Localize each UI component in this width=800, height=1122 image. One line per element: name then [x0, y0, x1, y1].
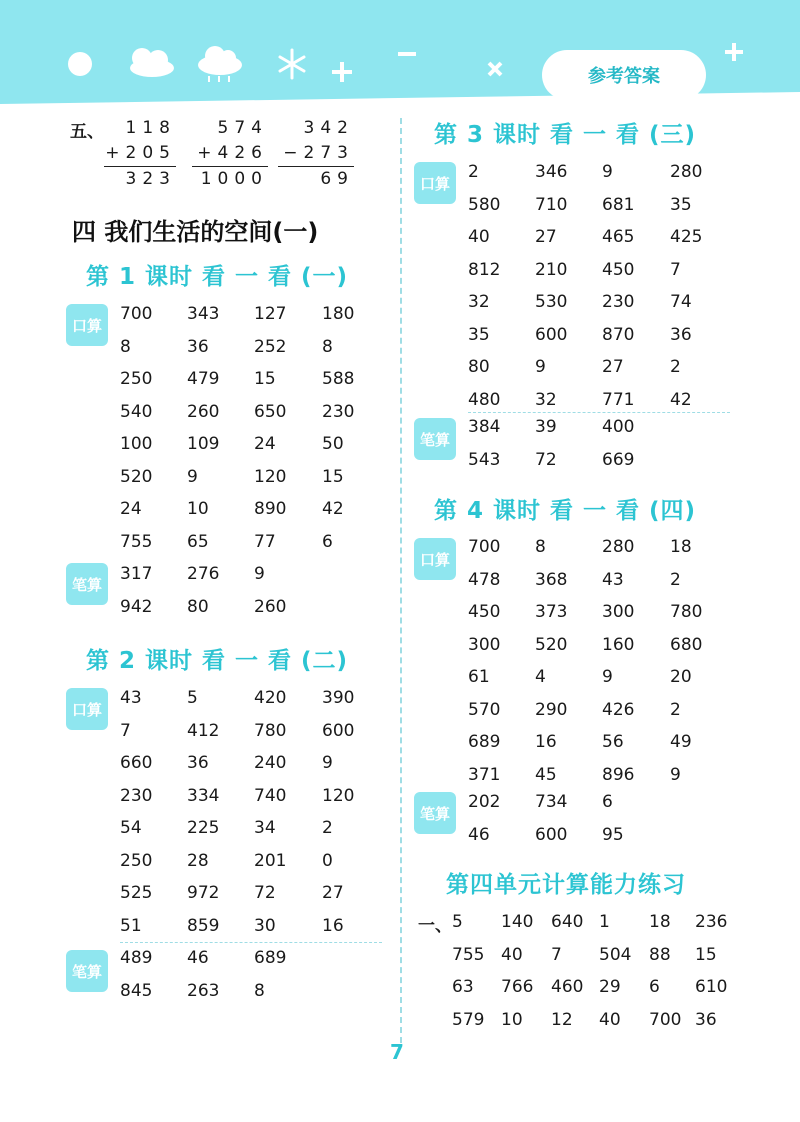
answer-cell: 680	[670, 634, 703, 655]
answer-cell: 700	[649, 1009, 682, 1030]
answer-cell: 230	[322, 401, 355, 422]
answer-cell: 346	[535, 162, 568, 182]
answer-cell	[322, 591, 382, 624]
answer-grid	[452, 906, 735, 1036]
answer-cell: 588	[322, 369, 355, 389]
answer-cell: 45	[535, 764, 557, 785]
written-calc-badge: 笔算	[414, 792, 456, 834]
vertical-problem: 342 −273 69	[278, 116, 354, 192]
answer-cell: 230	[120, 785, 153, 806]
answer-cell: 600	[535, 324, 568, 345]
answer-cell: 40	[599, 1009, 621, 1030]
answer-cell: 579	[452, 1009, 485, 1030]
answer-cell: 2	[670, 569, 681, 590]
answer-cell: 478	[468, 569, 501, 590]
answer-cell: 766	[501, 977, 534, 997]
answer-cell: 689	[254, 948, 287, 968]
answer-cell: 80	[187, 596, 209, 617]
answer-cell: 2	[322, 818, 333, 838]
answer-cell: 384	[468, 417, 501, 437]
answer-cell: 225	[187, 818, 220, 838]
answer-cell: 236	[695, 912, 728, 932]
answer-cell: 525	[120, 883, 153, 903]
answer-cell: 15	[695, 944, 717, 965]
answer-cell: 46	[468, 824, 490, 845]
answer-cell: 252	[254, 336, 287, 357]
answer-cell	[322, 942, 382, 975]
written-calc-badge: 笔算	[66, 563, 108, 605]
answer-cell: 27	[535, 227, 557, 247]
answer-cell: 35	[670, 194, 692, 215]
answer-cell: 450	[468, 602, 501, 622]
answer-cell: 56	[602, 732, 624, 752]
answer-cell: 896	[602, 764, 635, 785]
answer-cell: 317	[120, 564, 153, 584]
answer-cell: 400	[602, 417, 635, 437]
answer-cell: 35	[468, 324, 490, 345]
unit-title: 四 我们生活的空间(一)	[72, 218, 319, 246]
answer-cell: 660	[120, 753, 153, 773]
answer-cell: 465	[602, 227, 635, 247]
answer-cell: 51	[120, 915, 142, 936]
answer-cell: 390	[322, 688, 355, 708]
answer-cell: 420	[254, 688, 287, 708]
answer-cell: 780	[670, 602, 703, 622]
answer-cell: 710	[535, 194, 568, 215]
answer-cell: 300	[602, 602, 635, 622]
oral-calc-badge: 口算	[66, 304, 108, 346]
answer-cell: 201	[254, 850, 287, 871]
answer-grid	[120, 682, 382, 942]
answer-cell: 942	[120, 596, 153, 617]
answer-cell: 202	[468, 792, 501, 812]
answer-cell: 18	[649, 912, 671, 932]
answer-cell: 74	[670, 292, 692, 312]
answer-cell: 540	[120, 401, 153, 422]
answer-cell: 334	[187, 785, 220, 806]
answer-cell: 230	[602, 292, 635, 312]
answer-cell: 61	[468, 667, 490, 687]
answer-cell: 520	[535, 634, 568, 655]
answer-cell: 39	[535, 417, 557, 437]
answer-cell: 36	[695, 1009, 717, 1030]
answer-cell: 180	[322, 304, 355, 324]
answer-cell: 7	[120, 720, 131, 741]
answer-cell: 40	[501, 944, 523, 965]
answer-cell: 845	[120, 980, 153, 1001]
answer-grid	[468, 411, 730, 476]
answer-cell	[670, 444, 730, 477]
answer-cell: 280	[602, 537, 635, 557]
answer-cell: 250	[120, 850, 153, 871]
answer-cell: 600	[322, 720, 355, 741]
answer-cell: 28	[187, 850, 209, 871]
answer-cell: 4	[535, 667, 546, 687]
answer-cell: 18	[670, 537, 692, 557]
answer-cell: 49	[670, 732, 692, 752]
answer-cell: 280	[670, 162, 703, 182]
answer-cell: 2	[670, 699, 681, 720]
answer-cell: 50	[322, 434, 344, 454]
answer-cell: 42	[322, 499, 344, 519]
answer-cell: 755	[452, 944, 485, 965]
answer-cell	[670, 411, 730, 444]
answer-cell: 27	[322, 883, 344, 903]
answer-cell: 210	[535, 259, 568, 280]
answer-cell: 8	[254, 980, 265, 1001]
answer-grid	[468, 531, 730, 791]
answer-cell: 870	[602, 324, 635, 345]
answer-cell: 2	[468, 162, 479, 182]
answer-cell: 32	[468, 292, 490, 312]
answer-cell: 689	[468, 732, 501, 752]
answer-cell: 368	[535, 569, 568, 590]
answer-cell: 24	[254, 434, 276, 454]
answer-cell: 650	[254, 401, 287, 422]
answer-grid	[120, 942, 382, 1007]
answer-cell: 1	[599, 912, 610, 932]
practice-title: 第四单元计算能力练习	[446, 872, 686, 898]
answer-cell: 46	[187, 948, 209, 968]
column-divider	[400, 118, 402, 1043]
answer-cell: 755	[120, 531, 153, 552]
answer-cell: 530	[535, 292, 568, 312]
answer-cell: 43	[120, 688, 142, 708]
sun-icon	[68, 52, 92, 76]
answer-cell: 425	[670, 227, 703, 247]
answer-cell: 9	[670, 764, 681, 785]
answer-cell: 16	[322, 915, 344, 936]
answer-cell: 371	[468, 764, 501, 785]
section-label: 一、	[418, 916, 452, 936]
section-label: 五、	[70, 122, 104, 142]
answer-cell: 300	[468, 634, 501, 655]
answer-cell: 88	[649, 944, 671, 965]
oral-calc-badge: 口算	[414, 538, 456, 580]
answer-cell: 63	[452, 977, 474, 997]
answer-cell: 890	[254, 499, 287, 519]
answer-cell	[322, 558, 382, 591]
answer-cell: 276	[187, 564, 220, 584]
answer-cell: 0	[322, 850, 333, 871]
answer-cell: 489	[120, 948, 153, 968]
answer-cell: 734	[535, 792, 568, 812]
answer-cell: 36	[187, 336, 209, 357]
answer-cell: 2	[670, 357, 681, 377]
answer-cell: 72	[535, 449, 557, 470]
answer-cell: 29	[599, 977, 621, 997]
answer-cell: 600	[535, 824, 568, 845]
written-calc-badge: 笔算	[414, 418, 456, 460]
answer-cell: 5	[452, 912, 463, 932]
answer-cell: 580	[468, 194, 501, 215]
answer-cell: 27	[602, 357, 624, 377]
answer-cell: 479	[187, 369, 220, 389]
answer-cell: 520	[120, 466, 153, 487]
page-number: 7	[390, 1040, 404, 1064]
answer-cell: 10	[187, 499, 209, 519]
answer-cell: 610	[695, 977, 728, 997]
answer-cell	[670, 819, 730, 852]
answer-cell: 9	[535, 357, 546, 377]
answer-cell: 109	[187, 434, 220, 454]
answer-cell: 10	[501, 1009, 523, 1030]
answer-cell: 450	[602, 259, 635, 280]
answer-cell: 543	[468, 449, 501, 470]
answer-cell: 6	[322, 531, 333, 552]
answer-cell: 120	[322, 785, 355, 806]
answer-cell: 700	[468, 537, 501, 557]
answer-cell: 32	[535, 389, 557, 410]
written-calc-badge: 笔算	[66, 950, 108, 992]
answer-cell: 8	[322, 336, 333, 357]
answer-cell: 9	[254, 564, 265, 584]
answer-cell: 30	[254, 915, 276, 936]
vertical-problem: 574 +426 1000	[192, 116, 268, 192]
answer-cell: 7	[551, 944, 562, 965]
answer-cell: 426	[602, 699, 635, 720]
answer-cell: 681	[602, 194, 635, 215]
answer-cell: 8	[535, 537, 546, 557]
answer-label: 参考答案	[542, 50, 706, 100]
answer-cell: 95	[602, 824, 624, 845]
answer-cell: 480	[468, 389, 501, 410]
answer-cell: 65	[187, 531, 209, 552]
lesson-title: 第 2 课时 看 一 看 (二)	[86, 648, 349, 674]
answer-cell: 812	[468, 259, 501, 280]
answer-cell: 43	[602, 569, 624, 590]
answer-cell: 12	[551, 1009, 573, 1030]
answer-cell: 263	[187, 980, 220, 1001]
answer-cell: 24	[120, 499, 142, 519]
answer-cell: 72	[254, 883, 276, 903]
answer-cell: 54	[120, 818, 142, 838]
answer-cell: 240	[254, 753, 287, 773]
answer-cell: 260	[254, 596, 287, 617]
answer-cell: 5	[187, 688, 198, 708]
answer-cell: 373	[535, 602, 568, 622]
answer-cell: 504	[599, 944, 632, 965]
vertical-problem: 118 +205 323	[105, 118, 176, 189]
answer-cell: 290	[535, 699, 568, 720]
lesson-title: 第 1 课时 看 一 看 (一)	[86, 264, 349, 290]
lesson-title: 第 4 课时 看 一 看 (四)	[434, 498, 697, 524]
oral-calc-badge: 口算	[414, 162, 456, 204]
answer-cell: 15	[322, 466, 344, 487]
answer-cell: 8	[120, 336, 131, 357]
answer-cell: 260	[187, 401, 220, 422]
answer-cell: 570	[468, 699, 501, 720]
answer-cell: 412	[187, 720, 220, 741]
answer-cell: 100	[120, 434, 153, 454]
answer-cell: 780	[254, 720, 287, 741]
answer-cell: 9	[322, 753, 333, 773]
answer-cell: 640	[551, 912, 584, 932]
answer-cell: 771	[602, 389, 635, 410]
answer-cell: 9	[602, 667, 613, 687]
answer-cell: 250	[120, 369, 153, 389]
answer-cell: 77	[254, 531, 276, 552]
answer-cell: 343	[187, 304, 220, 324]
answer-cell: 460	[551, 977, 584, 997]
answer-cell: 20	[670, 667, 692, 687]
answer-grid	[468, 786, 730, 851]
answer-cell: 36	[187, 753, 209, 773]
answer-cell: 7	[670, 259, 681, 280]
answer-cell	[670, 786, 730, 819]
answer-cell: 740	[254, 785, 287, 806]
answer-cell: 700	[120, 304, 153, 324]
answer-cell: 9	[602, 162, 613, 182]
answer-cell: 40	[468, 227, 490, 247]
answer-cell: 36	[670, 324, 692, 345]
answer-cell: 80	[468, 357, 490, 377]
answer-cell	[322, 975, 382, 1008]
answer-cell: 15	[254, 369, 276, 389]
answer-cell: 6	[649, 977, 660, 997]
answer-cell: 669	[602, 449, 635, 470]
answer-cell: 972	[187, 883, 220, 903]
answer-grid	[468, 156, 730, 416]
answer-cell: 127	[254, 304, 287, 324]
answer-cell: 160	[602, 634, 635, 655]
answer-grid	[120, 298, 382, 558]
answer-cell: 140	[501, 912, 534, 932]
answer-cell: 9	[187, 466, 198, 487]
oral-calc-badge: 口算	[66, 688, 108, 730]
answer-grid	[120, 558, 382, 623]
answer-cell: 16	[535, 732, 557, 752]
answer-cell: 859	[187, 915, 220, 936]
answer-cell: 6	[602, 792, 613, 812]
lesson-title: 第 3 课时 看 一 看 (三)	[434, 122, 697, 148]
answer-cell: 34	[254, 818, 276, 838]
answer-cell: 120	[254, 466, 287, 487]
answer-cell: 42	[670, 389, 692, 410]
